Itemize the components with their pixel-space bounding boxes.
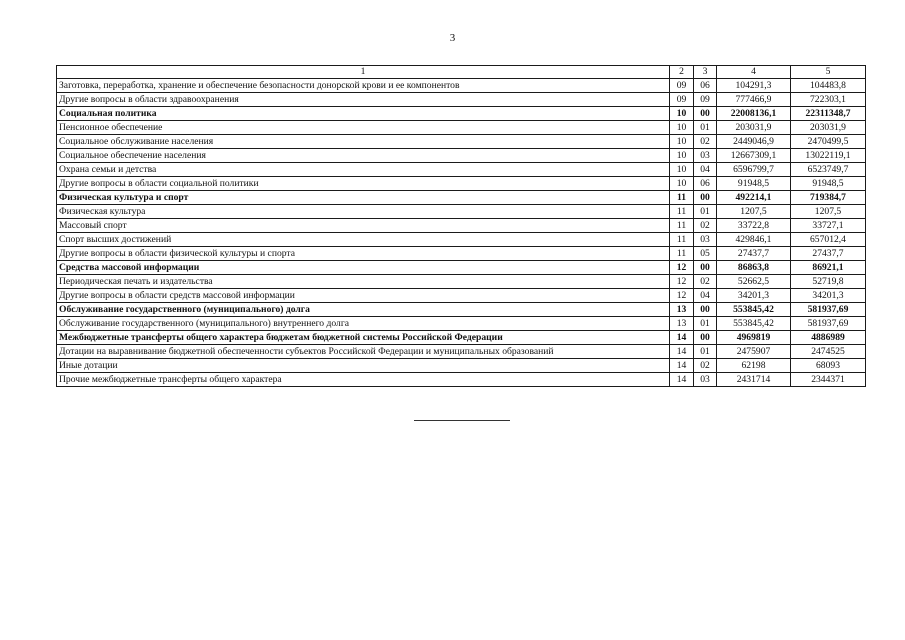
cell-value-2: 68093 xyxy=(791,359,866,373)
header-cell-section: 2 xyxy=(670,66,694,79)
cell-subsection: 04 xyxy=(694,163,717,177)
cell-section: 11 xyxy=(670,233,694,247)
cell-subsection: 02 xyxy=(694,275,717,289)
cell-name: Социальная политика xyxy=(57,107,670,121)
cell-value-1: 1207,5 xyxy=(717,205,791,219)
table-row xyxy=(57,373,866,387)
cell-name: Другие вопросы в области здравоохранения xyxy=(57,93,670,107)
cell-name: Физическая культура xyxy=(57,205,670,219)
cell-section: 14 xyxy=(670,359,694,373)
cell-section: 11 xyxy=(670,247,694,261)
cell-value-2: 2474525 xyxy=(791,345,866,359)
cell-section: 12 xyxy=(670,261,694,275)
cell-subsection: 00 xyxy=(694,331,717,345)
cell-subsection: 09 xyxy=(694,93,717,107)
cell-section: 10 xyxy=(670,149,694,163)
cell-name: Спорт высших достижений xyxy=(57,233,670,247)
cell-subsection: 03 xyxy=(694,373,717,387)
table-row xyxy=(57,303,866,317)
cell-name: Пенсионное обеспечение xyxy=(57,121,670,135)
table-row xyxy=(57,93,866,107)
cell-subsection: 06 xyxy=(694,79,717,93)
cell-subsection: 00 xyxy=(694,107,717,121)
budget-table-body xyxy=(57,66,866,387)
cell-value-1: 553845,42 xyxy=(717,317,791,331)
cell-value-2: 33727,1 xyxy=(791,219,866,233)
cell-value-1: 12667309,1 xyxy=(717,149,791,163)
cell-name: Другие вопросы в области физической культуры и спорта xyxy=(57,247,670,261)
cell-value-2: 6523749,7 xyxy=(791,163,866,177)
cell-value-1: 86863,8 xyxy=(717,261,791,275)
cell-name: Обслуживание государственного (муниципального) внутреннего долга xyxy=(57,317,670,331)
cell-value-1: 33722,8 xyxy=(717,219,791,233)
table-row xyxy=(57,289,866,303)
cell-section: 11 xyxy=(670,191,694,205)
cell-section: 14 xyxy=(670,373,694,387)
cell-subsection: 06 xyxy=(694,177,717,191)
table-row xyxy=(57,107,866,121)
cell-section: 12 xyxy=(670,275,694,289)
header-cell-subsection: 3 xyxy=(694,66,717,79)
cell-name: Прочие межбюджетные трансферты общего характера xyxy=(57,373,670,387)
cell-name: Заготовка, переработка, хранение и обеспечение безопасности донорской крови и ее компонентов xyxy=(57,79,670,93)
table-row xyxy=(57,233,866,247)
cell-section: 10 xyxy=(670,121,694,135)
cell-name: Средства массовой информации xyxy=(57,261,670,275)
table-row xyxy=(57,261,866,275)
cell-value-2: 22311348,7 xyxy=(791,107,866,121)
table-row xyxy=(57,163,866,177)
cell-value-1: 62198 xyxy=(717,359,791,373)
cell-name: Другие вопросы в области средств массовой информации xyxy=(57,289,670,303)
cell-value-1: 4969819 xyxy=(717,331,791,345)
cell-value-1: 22008136,1 xyxy=(717,107,791,121)
cell-subsection: 01 xyxy=(694,121,717,135)
cell-value-1: 104291,3 xyxy=(717,79,791,93)
table-row xyxy=(57,191,866,205)
cell-value-1: 52662,5 xyxy=(717,275,791,289)
cell-section: 09 xyxy=(670,93,694,107)
cell-value-1: 6596799,7 xyxy=(717,163,791,177)
cell-value-1: 553845,42 xyxy=(717,303,791,317)
table-row xyxy=(57,275,866,289)
cell-section: 11 xyxy=(670,219,694,233)
table-row xyxy=(57,247,866,261)
table-header-row xyxy=(57,66,866,79)
table-row xyxy=(57,121,866,135)
cell-section: 10 xyxy=(670,163,694,177)
header-cell-value-1: 4 xyxy=(717,66,791,79)
cell-value-2: 91948,5 xyxy=(791,177,866,191)
cell-value-2: 27437,7 xyxy=(791,247,866,261)
table-row xyxy=(57,219,866,233)
cell-value-1: 27437,7 xyxy=(717,247,791,261)
table-row xyxy=(57,317,866,331)
cell-value-2: 86921,1 xyxy=(791,261,866,275)
cell-value-2: 2470499,5 xyxy=(791,135,866,149)
cell-section: 09 xyxy=(670,79,694,93)
cell-subsection: 01 xyxy=(694,345,717,359)
table-row xyxy=(57,345,866,359)
cell-value-2: 1207,5 xyxy=(791,205,866,219)
cell-name: Социальное обслуживание населения xyxy=(57,135,670,149)
cell-value-2: 34201,3 xyxy=(791,289,866,303)
cell-value-2: 581937,69 xyxy=(791,317,866,331)
cell-name: Другие вопросы в области социальной политики xyxy=(57,177,670,191)
cell-section: 10 xyxy=(670,135,694,149)
cell-name: Дотации на выравнивание бюджетной обеспеченности субъектов Российской Федерации и муниципальных образований xyxy=(57,345,670,359)
page-number: 3 xyxy=(449,32,456,44)
cell-subsection: 00 xyxy=(694,191,717,205)
cell-section: 14 xyxy=(670,345,694,359)
table-row xyxy=(57,359,866,373)
cell-subsection: 03 xyxy=(694,149,717,163)
cell-value-1: 777466,9 xyxy=(717,93,791,107)
cell-value-1: 91948,5 xyxy=(717,177,791,191)
cell-value-2: 13022119,1 xyxy=(791,149,866,163)
cell-value-1: 203031,9 xyxy=(717,121,791,135)
cell-value-2: 719384,7 xyxy=(791,191,866,205)
cell-section: 13 xyxy=(670,317,694,331)
cell-value-1: 34201,3 xyxy=(717,289,791,303)
cell-value-2: 52719,8 xyxy=(791,275,866,289)
end-rule xyxy=(414,420,510,421)
cell-value-2: 203031,9 xyxy=(791,121,866,135)
table-row xyxy=(57,135,866,149)
cell-value-1: 2449046,9 xyxy=(717,135,791,149)
cell-name: Физическая культура и спорт xyxy=(57,191,670,205)
table-row xyxy=(57,79,866,93)
cell-section: 10 xyxy=(670,107,694,121)
cell-name: Межбюджетные трансферты общего характера бюджетам бюджетной системы Российской Федерации xyxy=(57,331,670,345)
cell-name: Обслуживание государственного (муниципального) долга xyxy=(57,303,670,317)
cell-value-2: 2344371 xyxy=(791,373,866,387)
cell-section: 10 xyxy=(670,177,694,191)
cell-subsection: 02 xyxy=(694,135,717,149)
header-cell-value-2: 5 xyxy=(791,66,866,79)
cell-value-2: 722303,1 xyxy=(791,93,866,107)
cell-value-2: 4886989 xyxy=(791,331,866,345)
cell-subsection: 00 xyxy=(694,303,717,317)
cell-name: Социальное обеспечение населения xyxy=(57,149,670,163)
cell-name: Иные дотации xyxy=(57,359,670,373)
cell-name: Массовый спорт xyxy=(57,219,670,233)
table-row xyxy=(57,205,866,219)
cell-value-2: 104483,8 xyxy=(791,79,866,93)
cell-value-1: 2431714 xyxy=(717,373,791,387)
cell-section: 14 xyxy=(670,331,694,345)
cell-subsection: 01 xyxy=(694,317,717,331)
table-row xyxy=(57,331,866,345)
cell-subsection: 03 xyxy=(694,233,717,247)
cell-section: 12 xyxy=(670,289,694,303)
cell-subsection: 01 xyxy=(694,205,717,219)
cell-value-2: 581937,69 xyxy=(791,303,866,317)
cell-subsection: 02 xyxy=(694,219,717,233)
cell-name: Охрана семьи и детства xyxy=(57,163,670,177)
table-row xyxy=(57,149,866,163)
cell-subsection: 04 xyxy=(694,289,717,303)
cell-subsection: 02 xyxy=(694,359,717,373)
table-row xyxy=(57,177,866,191)
cell-section: 11 xyxy=(670,205,694,219)
budget-table xyxy=(56,65,866,387)
cell-section: 13 xyxy=(670,303,694,317)
cell-name: Периодическая печать и издательства xyxy=(57,275,670,289)
cell-value-2: 657012,4 xyxy=(791,233,866,247)
cell-subsection: 00 xyxy=(694,261,717,275)
cell-value-1: 492214,1 xyxy=(717,191,791,205)
cell-value-1: 429846,1 xyxy=(717,233,791,247)
cell-subsection: 05 xyxy=(694,247,717,261)
header-cell-name: 1 xyxy=(57,66,670,79)
cell-value-1: 2475907 xyxy=(717,345,791,359)
